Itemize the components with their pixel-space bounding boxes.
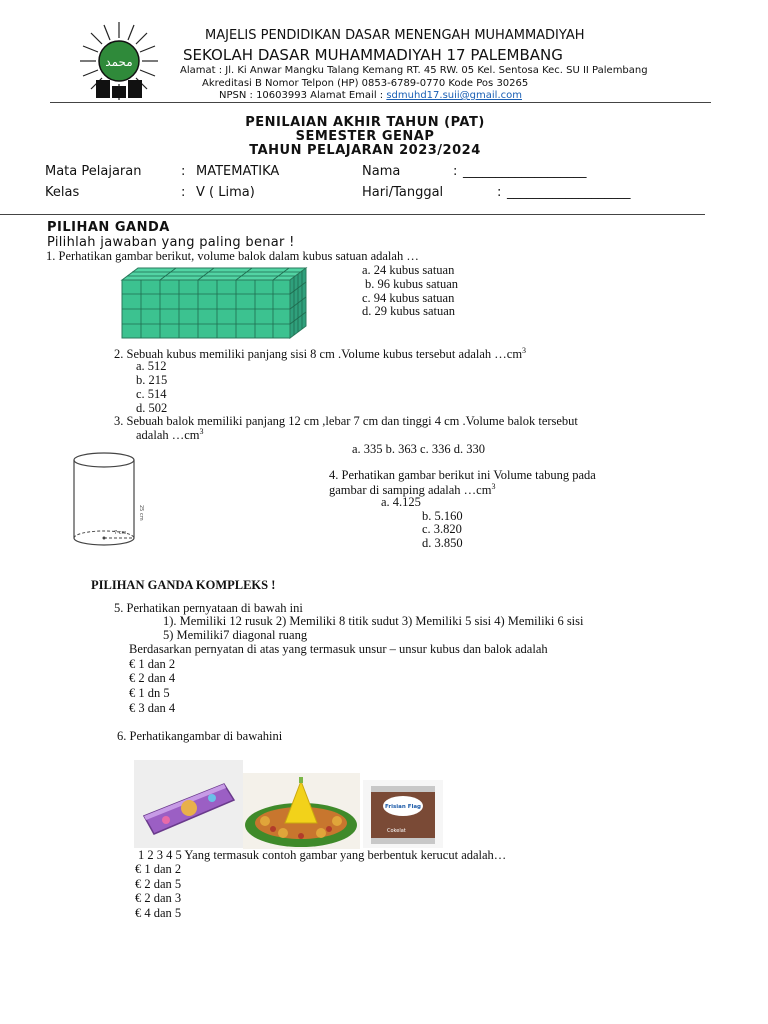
question-4-body2: gambar di samping adalah …cm bbox=[329, 483, 492, 498]
question-2-option-a[interactable]: a. 512 bbox=[136, 359, 167, 373]
question-6-option-3[interactable]: € 2 dan 3 bbox=[135, 891, 182, 905]
cylinder-image bbox=[70, 450, 150, 552]
name-label: Nama bbox=[362, 164, 401, 179]
subject-value: MATEMATIKA bbox=[196, 164, 280, 179]
header-npsn-email bbox=[219, 90, 522, 101]
question-1-option-c[interactable]: c. 94 kubus satuan bbox=[362, 291, 455, 305]
question-5-statements-continued: 5) Memiliki7 diagonal ruang bbox=[163, 628, 308, 642]
cylinder-radius-label: 7 cm bbox=[114, 530, 127, 536]
logo-calligraphy: محمد bbox=[105, 55, 133, 69]
question-3-text-continued bbox=[136, 427, 204, 443]
question-6-text: 6. Perhatikangambar di bawahini bbox=[117, 729, 283, 743]
section-complex-choice-title: PILIHAN GANDA KOMPLEKS ! bbox=[91, 578, 276, 592]
milk-can-label: Cokelat bbox=[387, 828, 406, 834]
question-6-option-1[interactable]: € 1 dan 2 bbox=[135, 862, 182, 876]
section-multiple-choice-title: PILIHAN GANDA bbox=[47, 220, 170, 235]
pencil-case-image bbox=[134, 760, 243, 848]
question-2-option-b[interactable]: b. 215 bbox=[136, 373, 168, 387]
school-logo bbox=[78, 20, 160, 102]
exam-title bbox=[150, 116, 580, 158]
cuboid-image bbox=[118, 264, 310, 342]
class-value: V ( Lima) bbox=[196, 185, 255, 200]
header-school-name: SEKOLAH DASAR MUHAMMADIYAH 17 PALEMBANG bbox=[183, 46, 563, 64]
question-1-option-d[interactable]: d. 29 kubus satuan bbox=[362, 304, 456, 318]
question-5-option-2[interactable]: € 2 dan 4 bbox=[129, 671, 176, 685]
header-accreditation: Akreditasi B Nomor Telpon (HP) 0853-6789-0770 Kode Pos 30265 bbox=[202, 78, 529, 89]
question-2-text bbox=[114, 346, 526, 362]
date-label: Hari/Tanggal bbox=[362, 185, 444, 200]
subject-colon: : bbox=[181, 164, 186, 179]
question-4-unit-exponent: 3 bbox=[491, 482, 496, 491]
date-field[interactable]: ___________________ bbox=[507, 185, 631, 200]
header-address: Alamat : Jl. Ki Anwar Mangku Talang Kemang RT. 45 RW. 05 Kel. Sentosa Kec. SU II Palembang bbox=[180, 65, 648, 76]
question-6-labels: 1 2 3 4 5 Yang termasuk contoh gambar yang berbentuk kerucut adalah… bbox=[138, 848, 507, 862]
question-4-option-a[interactable]: a. 4.125 bbox=[381, 495, 421, 509]
class-label: Kelas bbox=[45, 185, 80, 200]
question-5-prompt: Berdasarkan pernyatan di atas yang termasuk unsur – unsur kubus dan balok adalah bbox=[129, 642, 548, 656]
tumpeng-image bbox=[243, 773, 360, 849]
class-colon: : bbox=[181, 185, 186, 200]
question-3-body2: adalah …cm bbox=[136, 428, 200, 443]
question-5-option-3[interactable]: € 1 dn 5 bbox=[129, 686, 170, 700]
name-field[interactable]: ___________________ bbox=[463, 164, 587, 179]
question-1-text: 1. Perhatikan gambar berikut, volume balok dalam kubus satuan adalah … bbox=[46, 249, 419, 263]
question-4-option-d[interactable]: d. 3.850 bbox=[422, 536, 463, 550]
question-5-text: 5. Perhatikan pernyataan di bawah ini bbox=[114, 601, 303, 615]
question-5-statements: 1). Memiliki 12 rusuk 2) Memiliki 8 titik sudut 3) Memiliki 5 sisi 4) Memiliki 6 sisi bbox=[163, 614, 584, 628]
question-4-option-c[interactable]: c. 3.820 bbox=[422, 522, 462, 536]
exam-title-line1: PENILAIAN AKHIR TAHUN (PAT) bbox=[245, 115, 485, 130]
header-organization: MAJELIS PENDIDIKAN DASAR MENENGAH MUHAMMADIYAH bbox=[205, 28, 585, 43]
question-6-option-2[interactable]: € 2 dan 5 bbox=[135, 877, 182, 891]
section-instruction: Pilihlah jawaban yang paling benar ! bbox=[47, 235, 295, 250]
npsn-text: NPSN : 10603993 Alamat Email : bbox=[219, 90, 387, 101]
exam-title-line2: SEMESTER GENAP bbox=[295, 129, 435, 144]
milk-can-brand: Frisian Flag bbox=[385, 804, 421, 810]
cylinder-height-label: 25 cm bbox=[138, 505, 144, 521]
date-colon: : bbox=[497, 185, 502, 200]
question-2-option-d[interactable]: d. 502 bbox=[136, 401, 168, 415]
question-5-option-1[interactable]: € 1 dan 2 bbox=[129, 657, 176, 671]
header-divider bbox=[50, 102, 711, 103]
question-4-text: 4. Perhatikan gambar berikut ini Volume tabung pada bbox=[329, 468, 596, 482]
question-2-unit-exponent: 3 bbox=[522, 346, 527, 355]
question-6-option-4[interactable]: € 4 dan 5 bbox=[135, 906, 182, 920]
info-divider bbox=[0, 214, 705, 215]
subject-label: Mata Pelajaran bbox=[45, 164, 142, 179]
question-3-options[interactable]: a. 335 b. 363 c. 336 d. 330 bbox=[352, 442, 485, 456]
name-colon: : bbox=[453, 164, 458, 179]
question-4-option-b[interactable]: b. 5.160 bbox=[422, 509, 463, 523]
question-3-unit-exponent: 3 bbox=[199, 427, 204, 436]
question-2-option-c[interactable]: c. 514 bbox=[136, 387, 167, 401]
question-2-body: 2. Sebuah kubus memiliki panjang sisi 8 cm .Volume kubus tersebut adalah …cm bbox=[114, 347, 523, 362]
email-link[interactable]: sdmuhd17.suii@gmail.com bbox=[386, 90, 522, 101]
question-1-option-b[interactable]: b. 96 kubus satuan bbox=[365, 277, 459, 291]
exam-title-line3: TAHUN PELAJARAN 2023/2024 bbox=[249, 143, 481, 158]
milk-can-image bbox=[363, 780, 443, 848]
question-5-option-4[interactable]: € 3 dan 4 bbox=[129, 701, 176, 715]
question-1-option-a[interactable]: a. 24 kubus satuan bbox=[362, 263, 455, 277]
question-3-text: 3. Sebuah balok memiliki panjang 12 cm ,lebar 7 cm dan tinggi 4 cm .Volume balok tersebut bbox=[114, 414, 578, 428]
